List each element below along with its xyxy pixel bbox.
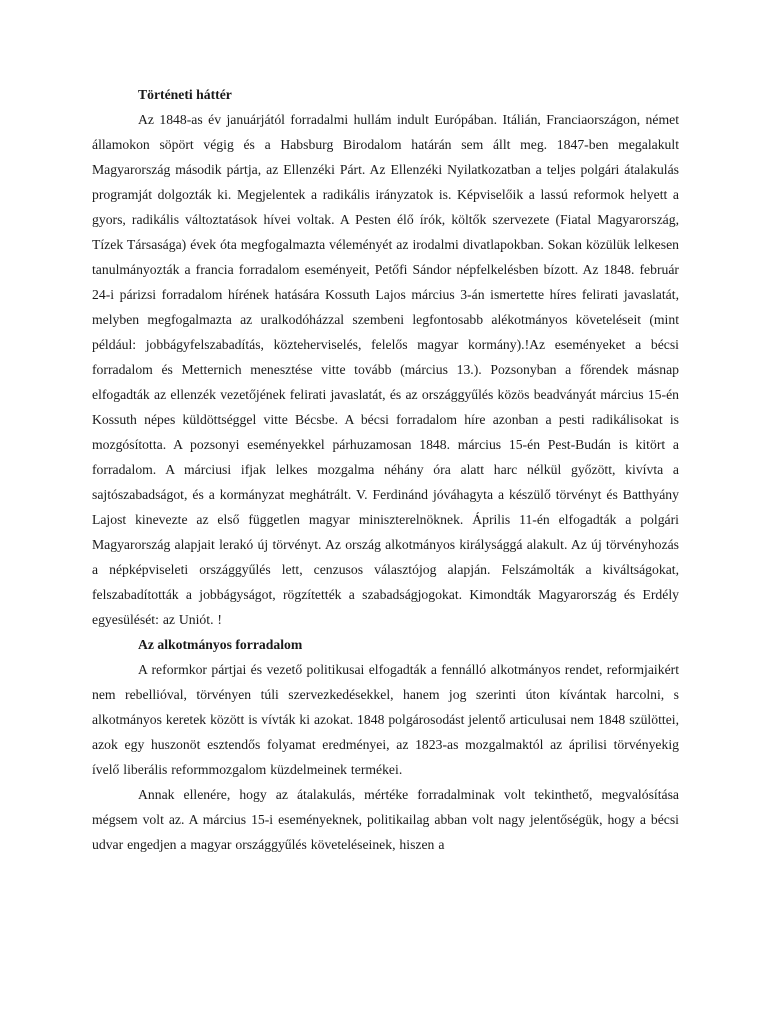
document-page bbox=[92, 82, 679, 857]
section-heading-alkotmanyos-forradalom: Az alkotmányos forradalom bbox=[138, 637, 303, 652]
paragraph-history-background: Az 1848-as év januárjától forradalmi hullám indult Európában. Itálián, Franciaországon, német államokon söpört végig és a Habsburg Birodalom határán sem állt meg. 1847-ben megalakult Magyarország második pártja, az Ellenzéki Párt. Az Ellenzéki Nyilatkozatban a teljes polgári átalakulás programját dolgozták ki. Megjelentek a radikális irányzatok is. Képviselőik a lassú reformok helyett a gyors, radikális változtatások hívei voltak. A Pesten élő írók, költők szervezete (Fiatal Magyarország, Tízek Társasága) évek óta megfogalmazta véleményét az irodalmi divatlapokban. Sokan közülük lelkesen tanulmányozták a francia forradalom eseményeit, Petőfi Sándor népfelkelésben bízott. Az 1848. február 24-i párizsi forradalom hírének hatására Kossuth Lajos március 3-án ismertette híres felirati javaslatát, melyben megfogalmazta az uralkodóházzal szembeni legfontosabb alékotmányos követeléseit (mint például: jobbágyfelszabadítás, közteherviselés, felelős magyar kormány).!Az eseményeket a bécsi forradalom és Metternich menesztése vitte tovább (március 13.). Pozsonyban a főrendek másnap elfogadták az ellenzék vezetőjének felirati javaslatát, és az országgyűlés közös beadványát március 15-én Kossuth népes küldöttséggel vitte Bécsbe. A bécsi forradalom híre azonban a pesti radikálisokat is mozgósította. A pozsonyi eseményekkel párhuzamosan 1848. március 15-én Pest-Budán is kitört a forradalom. A márciusi ifjak lelkes mozgalma néhány óra alatt harc nélkül győzött, kivívta a sajtószabadságot, és a kormányzat meghátrált. V. Ferdinánd jóváhagyta a készülő törvényt és Batthyány Lajost kinevezte az első független magyar miniszterelnöknek. Április 11-én elfogadták a polgári Magyarország alapjait lerakó új törvényt. Az ország alkotmányos királysággá alakult. Az új törvényhozás a népképviseleti országgyűlés lett, cenzusos választójog alapján. Felszámolták a kiváltságokat, felszabadították a jobbágyságot, rögzítették a szabadságjogokat. Kimondták Magyarország és Erdély egyesülését: az Uniót. ! bbox=[92, 112, 679, 627]
paragraph-reform-parties: A reformkor pártjai és vezető politikusai elfogadták a fennálló alkotmányos rendet, reformjaikért nem rebellióval, törvényen túli szervezkedésekkel, hanem jog szerinti úton kívántak harcolni, s alkotmányos keretek között is vívták ki azokat. 1848 polgárosodást jelentő articulusai nem 1848 szülöttei, azok egy huszonöt esztendős folyamat eredményei, az 1823-as mozgalmaktól az áprilisi törvényekig ívelő liberális reformmozgalom küzdelmeinek termékei. bbox=[92, 662, 679, 777]
paragraph-transformation: Annak ellenére, hogy az átalakulás, mértéke forradalminak volt tekinthető, megvalósítása mégsem volt az. A március 15-i eseményeknek, politikailag abban volt nagy jelentőségük, hogy a bécsi udvar engedjen a magyar országgyűlés követeléseinek, hiszen a bbox=[92, 787, 679, 852]
section-heading-tortenetei-hatter: Történeti háttér bbox=[138, 87, 232, 102]
